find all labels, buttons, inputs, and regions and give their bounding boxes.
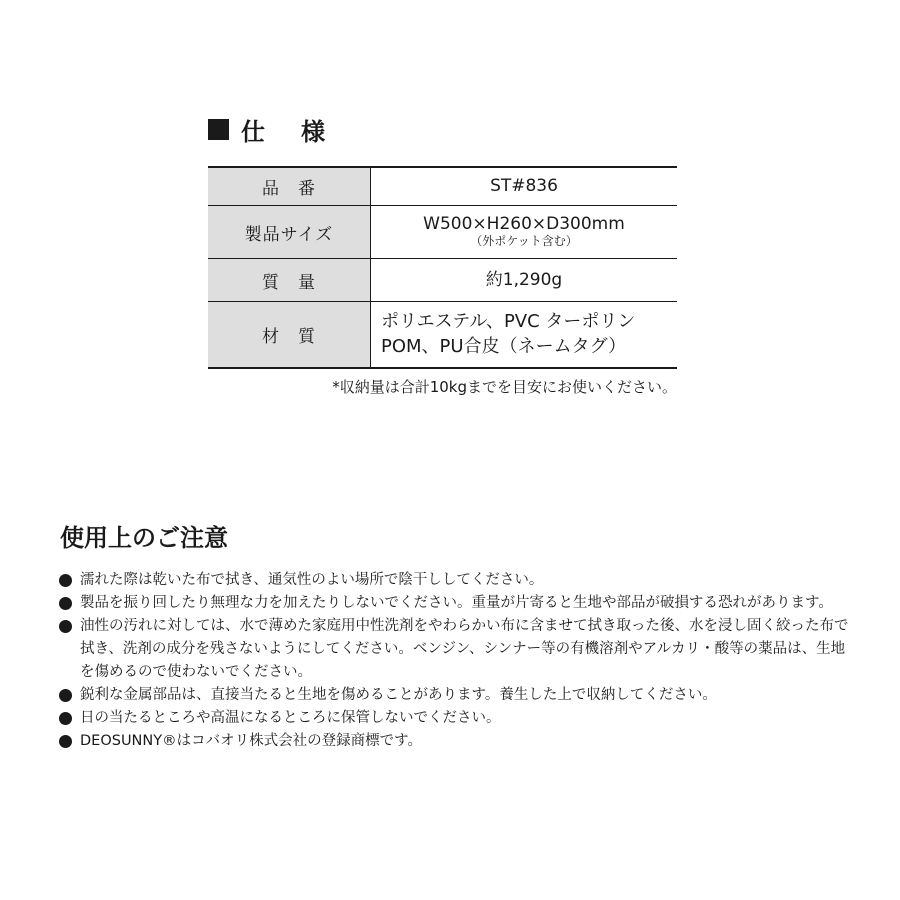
bullet-icon [59,620,72,633]
spec-value-weight: 約1,290g [371,259,678,302]
bullet-icon [59,597,72,610]
heading-square-icon [208,119,229,140]
spec-heading-text: 仕 様 [241,118,331,146]
spec-row-weight [208,259,677,302]
spec-value-size [371,206,678,259]
bullet-icon [59,689,72,702]
spec-label-part-number: 品 番 [208,167,371,206]
spec-table [208,166,677,369]
bullet-icon [59,712,72,725]
bullet-icon [59,574,72,587]
list-item [58,615,858,684]
spec-material-line2: POM、PU合皮（ネームタグ） [381,335,627,357]
spec-value-material [371,302,678,369]
caution-text: 濡れた際は乾いた布で拭き、通気性のよい場所で陰干ししてください。 [80,572,544,588]
list-item [58,569,858,592]
list-item [58,730,858,753]
caution-text: 油性の汚れに対しては、水で薄めた家庭用中性洗剤をやわらかい布に含ませて拭き取った後、水を浸し固く絞った布で拭き、洗剤の成分を残さないようにしてください。ベンジン、シンナー等の有機溶剤やアルカリ・酸等の薬品は、生地を傷めるので使わないでください。 [80,618,849,680]
caution-text: 日の当たるところや高温になるところに保管しないでください。 [80,710,501,726]
spec-label-weight: 質 量 [208,259,371,302]
spec-heading [208,112,331,147]
spec-material-line1: ポリエステル、PVC ターポリン [381,311,636,333]
spec-row-size [208,206,677,259]
spec-size-text: W500×H260×D300mm [423,214,625,234]
spec-label-size: 製品サイズ [208,206,371,259]
caution-list [58,569,858,753]
spec-value-part-number: ST#836 [371,167,678,206]
spec-row-part-number [208,167,677,206]
caution-text: 製品を振り回したり無理な力を加えたりしないでください。重量が片寄ると生地や部品が破損する恐れがあります。 [80,595,833,611]
caution-text: 鋭利な金属部品は、直接当たると生地を傷めることがあります。養生した上で収納してください。 [80,687,717,703]
list-item [58,592,858,615]
spec-row-material [208,302,677,369]
list-item [58,684,858,707]
bullet-icon [59,735,72,748]
capacity-note: *収納量は合計10kgまでを目安にお使いください。 [332,378,677,396]
list-item [58,707,858,730]
spec-label-material: 材 質 [208,302,371,369]
caution-heading: 使用上のご注意 [60,524,228,552]
spec-size-note: （外ポケット含む） [470,234,578,249]
caution-text: DEOSUNNY®はコバオリ株式会社の登録商標です。 [80,733,422,749]
